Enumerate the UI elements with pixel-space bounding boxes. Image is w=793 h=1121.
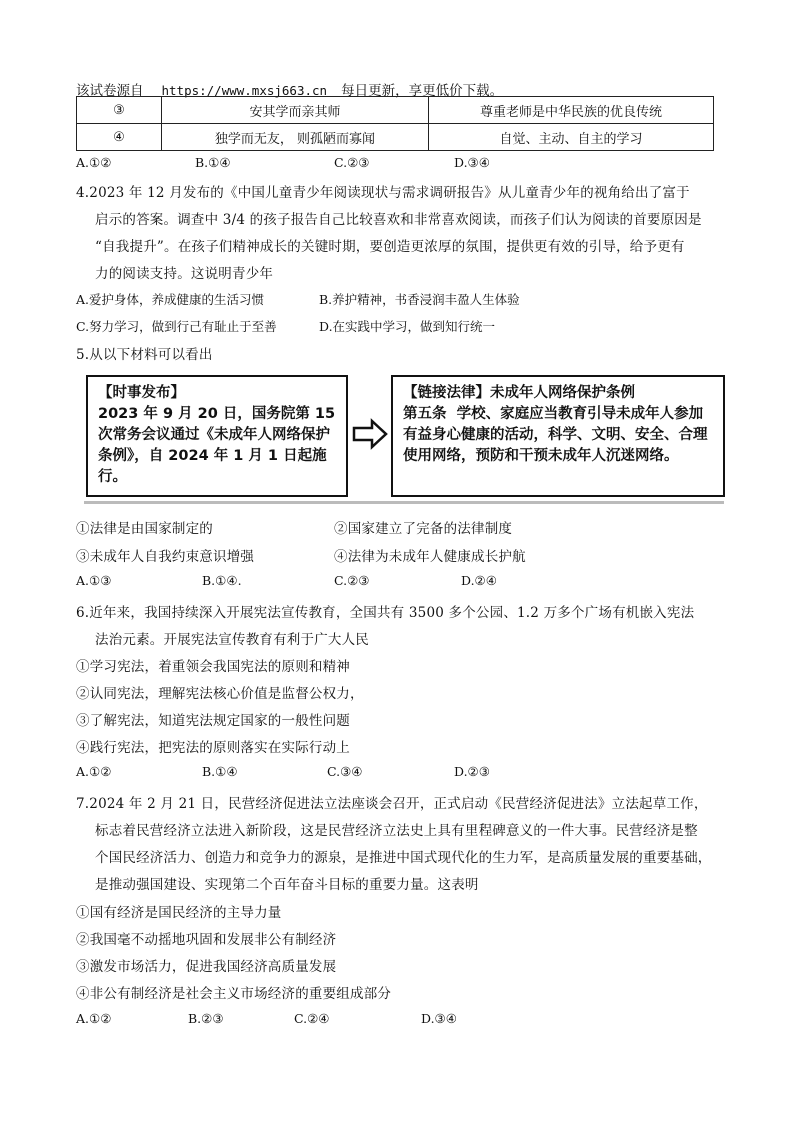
- q7-stem-line-3: 个国民经济活力、创造力和竞争力的源泉，是推进中国式现代化的生力军，是高质量发展的重要基础，: [95, 850, 712, 866]
- table-cell-right: 尊重老师是中华民族的优良传统: [429, 97, 714, 124]
- option-d[interactable]: D.③④: [421, 1011, 457, 1026]
- q7-item-2: ②我国毫不动摇地巩固和发展非公有制经济: [76, 932, 337, 948]
- option-d[interactable]: D.②④: [461, 573, 497, 588]
- q7-stem-line-1: 7.2024 年 2 月 21 日，民营经济促进法立法座谈会召开，正式启动《民营经济促进法》立法起草工作，: [76, 796, 708, 812]
- q7-stem-line-2: 标志着民营经济立法进入新阶段，这是民营经济立法史上具有里程碑意义的一件大事。民营经济是整: [95, 823, 698, 839]
- law-link-text: 【链接法律】未成年人网络保护条例 第五条 学校、家庭应当教育引导未成年人参加有益身心健康的活动，科学、文明、安全、合理使用网络，预防和干预未成年人沉迷网络。: [403, 385, 708, 464]
- table-cell-num: ④: [77, 124, 162, 151]
- table-row: [77, 124, 714, 151]
- option-b[interactable]: B.①④.: [202, 573, 242, 588]
- option-d[interactable]: D.③④: [454, 155, 490, 170]
- q4-stem-line-3: “自我提升”。在孩子们精神成长的关键时期，要创造更浓厚的氛围，提供更有效的引导，给予更有: [95, 239, 685, 255]
- q7-item-4: ④非公有制经济是社会主义市场经济的重要组成部分: [76, 986, 392, 1002]
- scan-artifact: [84, 500, 724, 506]
- source-suffix: 每日更新，享更低价下载。: [341, 83, 504, 99]
- source-url-link[interactable]: https://www.mxsj663.cn: [161, 83, 328, 98]
- q6-stem-line-1: 6.近年来，我国持续深入开展宪法宣传教育，全国共有 3500 多个公园、1.2 万多个广场有机嵌入宪法: [76, 605, 695, 621]
- option-b[interactable]: B.②③: [188, 1011, 224, 1026]
- q7-stem-line-4: 是推动强国建设、实现第二个百年奋斗目标的重要力量。这表明: [95, 877, 479, 893]
- source-prefix: 该试卷源自: [76, 83, 144, 99]
- option-a[interactable]: A.①②: [76, 155, 112, 170]
- option-c[interactable]: C.②④: [294, 1011, 330, 1026]
- option-a[interactable]: A.①②: [76, 764, 112, 779]
- q6-item-3: ③了解宪法，知道宪法规定国家的一般性问题: [76, 713, 350, 729]
- news-release-text: 【时事发布】 2023 年 9 月 20 日，国务院第 15 次常务会议通过《未成年人网络保护条例》，自 2024 年 1 月 1 日起施行。: [98, 385, 336, 485]
- q4-stem-line-4: 力的阅读支持。这说明青少年: [95, 266, 274, 282]
- q7-item-3: ③激发市场活力，促进我国经济高质量发展: [76, 959, 337, 975]
- q6-item-4: ④践行宪法，把宪法的原则落实在实际行动上: [76, 740, 350, 756]
- q5-item-3: ③未成年人自我约束意识增强: [76, 549, 255, 565]
- q5-item-2: ②国家建立了完备的法律制度: [334, 521, 513, 537]
- table-cell-right: 自觉、主动、自主的学习: [429, 124, 714, 151]
- q3-option-table: [76, 96, 714, 151]
- table-cell-left: 安其学而亲其师: [162, 97, 429, 124]
- q7-item-1: ①国有经济是国民经济的主导力量: [76, 905, 282, 921]
- q6-item-2: ②认同宪法，理解宪法核心价值是监督公权力，: [76, 686, 364, 702]
- q5-stem: 5.从以下材料可以看出: [76, 347, 213, 363]
- table-cell-num: ③: [77, 97, 162, 124]
- law-link-box: [391, 375, 725, 497]
- option-b[interactable]: B.养护精神，书香浸润丰盈人生体验: [319, 292, 520, 307]
- option-c[interactable]: C.②③: [334, 573, 370, 588]
- q5-item-4: ④法律为未成年人健康成长护航: [334, 549, 526, 565]
- option-c[interactable]: C.努力学习，做到行己有耻止于至善: [76, 319, 277, 334]
- q4-stem-line-1: 4.2023 年 12 月发布的《中国儿童青少年阅读现状与需求调研报告》从儿童青少年的视角给出了富于: [76, 185, 690, 201]
- option-a[interactable]: A.爱护身体，养成健康的生活习惯: [76, 292, 265, 307]
- option-d[interactable]: D.②③: [454, 764, 490, 779]
- option-a[interactable]: A.①②: [76, 1011, 112, 1026]
- news-release-box: [86, 375, 348, 497]
- table-cell-left: 独学而无友， 则孤陋而寡闻: [162, 124, 429, 151]
- q6-stem-line-2: 法治元素。开展宪法宣传教育有利于广大人民: [95, 632, 369, 648]
- option-c[interactable]: C.③④: [327, 764, 363, 779]
- option-a[interactable]: A.①③: [76, 573, 112, 588]
- table-row: [77, 97, 714, 124]
- option-c[interactable]: C.②③: [334, 155, 370, 170]
- q4-stem-line-2: 启示的答案。调查中 3/4 的孩子报告自己比较喜欢和非常喜欢阅读，而孩子们认为阅读的首要原因是: [95, 212, 702, 228]
- option-b[interactable]: B.①④: [195, 155, 231, 170]
- right-arrow-icon: [352, 418, 388, 450]
- q6-item-1: ①学习宪法，着重领会我国宪法的原则和精神: [76, 659, 350, 675]
- option-d[interactable]: D.在实践中学习，做到知行统一: [319, 319, 496, 334]
- q5-item-1: ①法律是由国家制定的: [76, 521, 213, 537]
- option-b[interactable]: B.①④: [202, 764, 238, 779]
